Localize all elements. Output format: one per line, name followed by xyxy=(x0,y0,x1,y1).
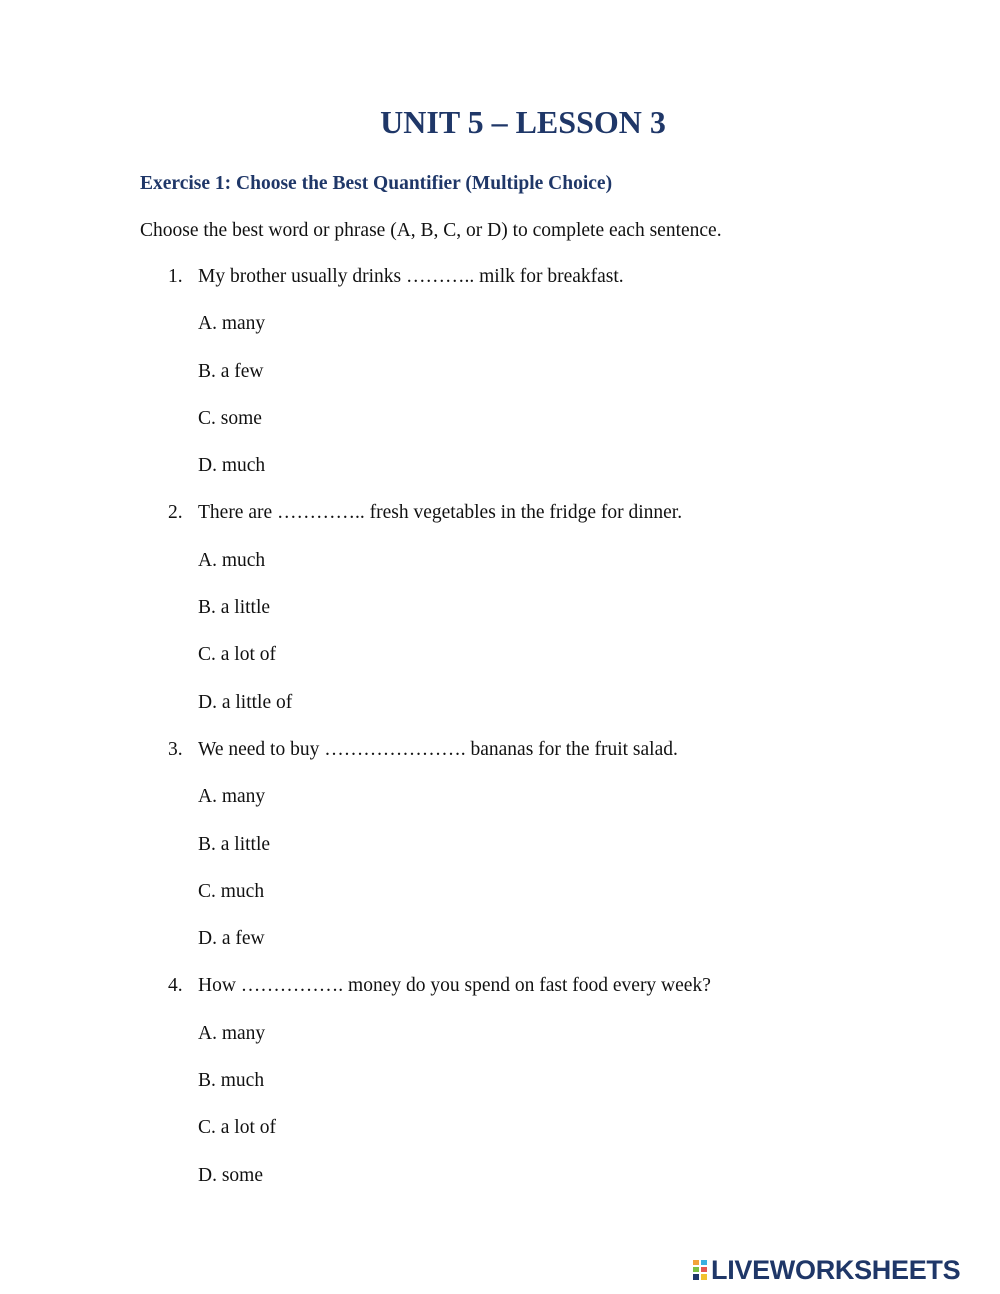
option-d[interactable]: D. some xyxy=(198,1164,263,1186)
option-d[interactable]: D. a little of xyxy=(198,691,293,713)
question-number: 3. xyxy=(168,738,183,760)
option-b[interactable]: B. a little xyxy=(198,833,271,855)
option-a[interactable]: A. many xyxy=(198,1022,266,1044)
option-a[interactable]: A. many xyxy=(198,313,266,335)
liveworksheets-logo xyxy=(692,1256,960,1284)
question-number: 2. xyxy=(168,502,183,524)
option-d[interactable]: D. a few xyxy=(198,928,265,950)
option-a[interactable]: A. much xyxy=(198,549,266,571)
logo-block-icon xyxy=(692,1273,700,1281)
option-b[interactable]: B. a few xyxy=(198,360,264,382)
question-stem xyxy=(0,973,1000,1020)
option-c[interactable]: C. much xyxy=(198,880,265,902)
option-a[interactable]: A. many xyxy=(198,786,266,808)
logo-block-icon xyxy=(692,1259,700,1266)
question-stem xyxy=(0,500,1000,547)
exercise-heading: Exercise 1: Choose the Best Quantifier (Multiple Choice) xyxy=(140,173,613,194)
logo-block-icon xyxy=(700,1259,708,1266)
exercise-instruction: Choose the best word or phrase (A, B, C, or D) to complete each sentence. xyxy=(140,220,722,241)
option-c[interactable]: C. some xyxy=(198,407,262,429)
option-b[interactable]: B. much xyxy=(198,1070,265,1092)
question-list xyxy=(0,264,1000,1210)
logo-block-icon xyxy=(700,1266,708,1273)
logo-wordmark: LIVEWORKSHEETS xyxy=(711,1255,961,1285)
question-number: 1. xyxy=(168,266,183,287)
option-c[interactable]: C. a lot of xyxy=(198,1117,276,1139)
logo-block-icon xyxy=(692,1266,700,1273)
page-title: UNIT 5 – LESSON 3 xyxy=(380,104,666,140)
option-d[interactable]: D. much xyxy=(198,455,266,477)
option-c[interactable]: C. a lot of xyxy=(198,644,276,666)
question-stem xyxy=(0,737,1000,784)
question-number: 4. xyxy=(168,975,183,997)
logo-block-icon xyxy=(700,1273,708,1281)
question-1 xyxy=(0,264,1000,500)
question-2 xyxy=(0,500,1000,736)
option-b[interactable]: B. a little xyxy=(198,597,271,619)
question-text: We need to buy …………………. bananas for the fruit salad. xyxy=(198,738,678,760)
question-text: My brother usually drinks ……….. milk for breakfast. xyxy=(198,266,624,287)
question-text: There are ………….. fresh vegetables in the fridge for dinner. xyxy=(198,502,683,524)
question-3 xyxy=(0,737,1000,973)
question-text: How ……………. money do you spend on fast food every week? xyxy=(198,975,711,997)
liveworksheets-logo-icon xyxy=(692,1259,708,1281)
question-stem xyxy=(0,264,1000,311)
question-4 xyxy=(0,973,1000,1209)
